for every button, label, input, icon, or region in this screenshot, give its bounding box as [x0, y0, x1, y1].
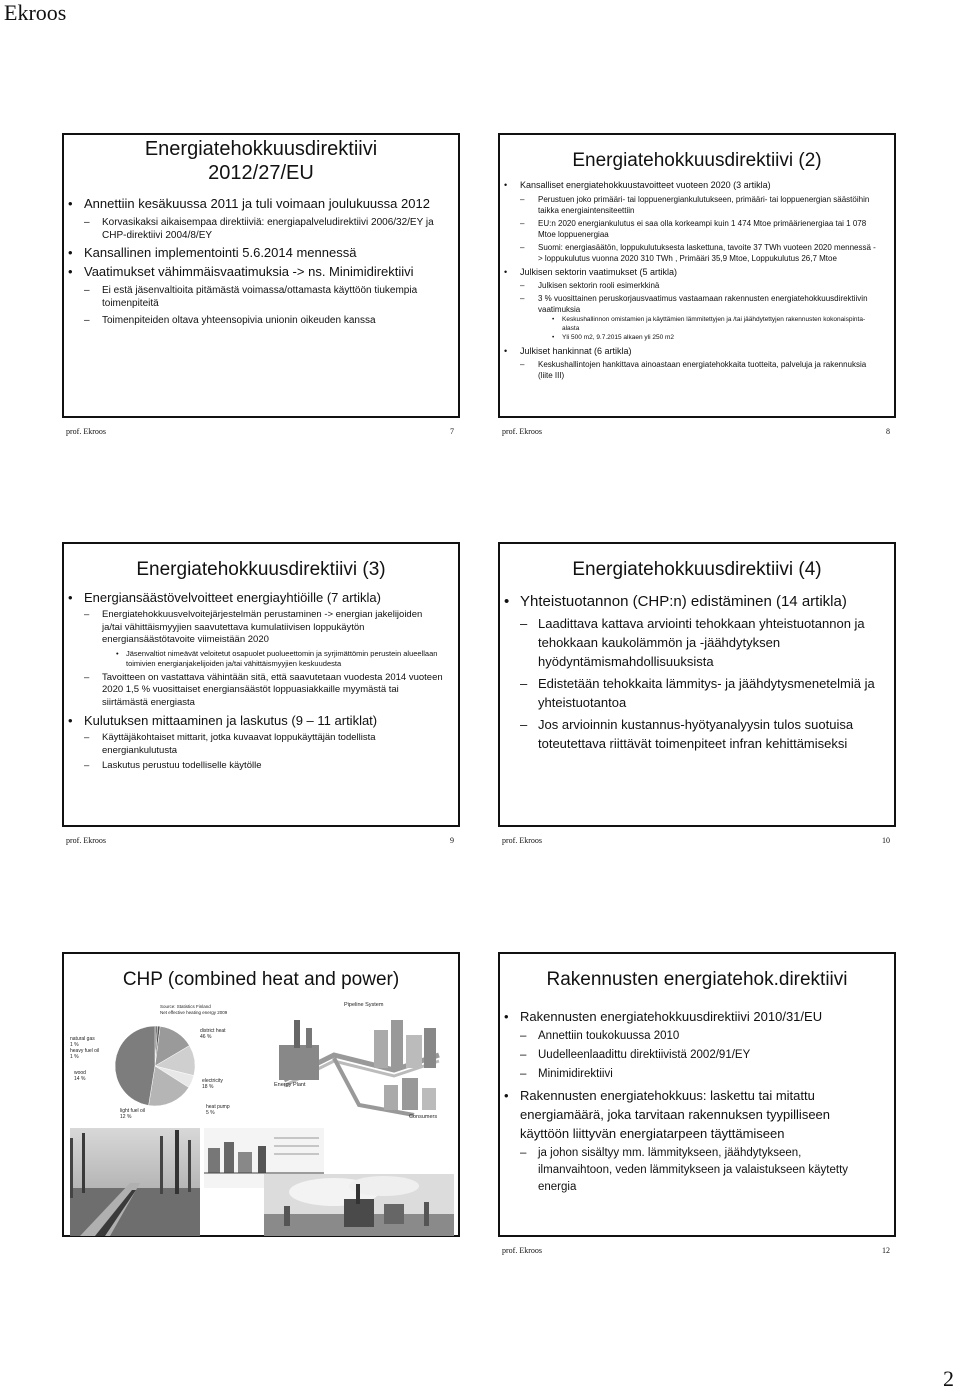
bullet-item: • Kansalliset energiatehokkuustavoitteet vuoteen 2020 (3 artikla) — [500, 180, 880, 192]
sub-sub-bullet-item: • Jäsenvaltiot nimeävät veloitetut osapuolet puolueettomin ja syrjimättömin perustein alueellaan toimivien energianjakelijoiden ja/tai vähittäismyyjien keskuudesta — [64, 649, 444, 669]
slide-8 — [498, 133, 896, 436]
slide-footer-author: prof. Ekroos — [66, 836, 106, 845]
pie-label: heat pump 5 % — [206, 1104, 230, 1116]
slide-9 — [62, 542, 460, 845]
slide-title: Energiatehokkuusdirektiivi (4) — [572, 559, 822, 580]
sub-bullet-item: – 3 % vuosittainen peruskorjausvaatimus vastaamaan rakennusten energiatehokkuusdirektiivin vaatimuksia — [500, 293, 880, 315]
pie-source: Source: Statistics Finland — [160, 1004, 211, 1009]
slide-footer-author: prof. Ekroos — [502, 1246, 542, 1255]
slide-number: 7 — [450, 427, 454, 436]
pipeline-label: Pipeline System — [344, 1002, 384, 1008]
slide-number: 9 — [450, 836, 454, 845]
sub-bullet-item: – Laadittava kattava arviointi tehokkaan yhteistuotannon ja tehokkaan kaukolämmön ja -jäähdytyksen hyödyntämismahdollisuuksista — [500, 614, 884, 671]
bullet-list — [500, 588, 894, 753]
pie-label: wood 14 % — [74, 1070, 86, 1082]
sub-bullet-item: – Keskushallintojen hankittava ainoastaan energiatehokkaita tuotteita, palveluja ja rakennuksia (liite III) — [500, 359, 880, 381]
sub-bullet-item: – ja johon sisältyy mm. lämmitykseen, jäähdytykseen, ilmanvaihtoon, veden lämmitykseen ja valaistukseen käytetty energia — [500, 1145, 878, 1196]
sub-bullet-item: – Ei estä jäsenvaltioita pitämästä voimassa/ottamasta käyttöön tiukempia toimenpiteitä — [64, 284, 448, 310]
page-title: Ekroos — [4, 0, 67, 25]
pie-chart — [70, 1004, 260, 1124]
pie-label: heavy fuel oil 1 % — [70, 1048, 100, 1060]
slide-title: Energiatehokkuusdirektiivi (3) — [136, 559, 386, 580]
pie-label: electricity 18 % — [202, 1078, 223, 1090]
sub-bullet-item: – Uudelleenlaadittu direktiivistä 2002/91/EY — [500, 1047, 878, 1064]
pie-slice — [115, 1026, 155, 1105]
forest-pipeline-photo — [70, 1128, 200, 1236]
sub-bullet-item: – Julkisen sektorin rooli esimerkkinä — [500, 280, 880, 291]
sub-bullet-item: – Jos arvioinnin kustannus-hyötyanalyysin tulos suotuisa toteutettava riittävät toimenpiteet infran kehittämiseksi — [500, 715, 884, 753]
bullet-item: • Rakennusten energiatehokkuusdirektiivi 2010/31/EU — [500, 1007, 878, 1026]
pie-label: light fuel oil 12 % — [120, 1108, 146, 1120]
sub-bullet-item: – Energiatehokkuusvelvoitejärjestelmän perustaminen -> energian jakelijoiden ja/tai vähittäismyyjien saavutettava kumulatiivisen loppukäytön energiansäästötavoite viimeistään 2020 — [64, 609, 444, 647]
slide-11 — [62, 952, 460, 1237]
sub-bullet-item: – EU:n 2020 energiankulutus ei saa olla korkeampi kuin 1 474 Mtoe primäärienergiaa tai 1 078 Mtoe loppuenergiaa — [500, 218, 880, 240]
pie-label: district heat 46 % — [200, 1028, 226, 1040]
bullet-item: • Julkisen sektorin vaatimukset (5 artikla) — [500, 267, 880, 279]
sub-sub-bullet-item: • Keskushallinnon omistamien ja käyttämien lämmitettyjen ja /tai jäähdytettyjen rakennusten kokonaispinta-alasta — [500, 316, 880, 333]
pie-label: natural gas 1 % — [70, 1036, 95, 1048]
bullet-list — [500, 177, 894, 381]
slide-number: 8 — [886, 427, 890, 436]
district-heating-illustration — [264, 1000, 454, 1125]
power-plant-photo — [264, 1174, 454, 1236]
energy-plant-label: Energy Plant — [274, 1082, 306, 1088]
sub-bullet-item: – Annettiin toukokuussa 2010 — [500, 1028, 878, 1045]
sub-bullet-item: – Perustuen joko primääri- tai loppuenergiankulutukseen, primääri- tai loppuenergian säästöihin taikka energiaintensiteettiin — [500, 194, 880, 216]
slide-12 — [498, 952, 896, 1255]
slide-footer-author: prof. Ekroos — [502, 427, 542, 436]
slide-number: 12 — [882, 1246, 890, 1255]
sub-sub-bullet-item: • Yli 500 m2, 9.7.2015 alkaen yli 250 m2 — [500, 334, 880, 343]
slide-footer-author: prof. Ekroos — [66, 427, 106, 436]
bullet-item: • Annettiin kesäkuussa 2011 ja tuli voimaan joulukuussa 2012 — [64, 196, 448, 212]
sub-bullet-item: – Laskutus perustuu todelliselle käytölle — [64, 760, 444, 773]
slide-title: Rakennusten energiatehok.direktiivi — [546, 969, 848, 990]
page-number: 2 — [943, 1366, 954, 1391]
consumers-label: Consumers — [409, 1114, 438, 1120]
sub-bullet-item: – Käyttäjäkohtaiset mittarit, jotka kuvaavat loppukäyttäjän todellista energiankulutusta — [64, 732, 444, 757]
slide-footer-author: prof. Ekroos — [502, 836, 542, 845]
bullet-item: • Julkiset hankinnat (6 artikla) — [500, 346, 880, 358]
bullet-item: • Yhteistuotannon (CHP:n) edistäminen (14 artikla) — [500, 592, 884, 611]
bullet-item: • Kulutuksen mittaaminen ja laskutus (9 – 11 artiklat) — [64, 712, 444, 729]
district-heating-diagram — [264, 1000, 454, 1125]
sub-bullet-item: – Tavoitteen on vastattava vähintään sitä, että saavutetaan vuodesta 2014 vuoteen 2020 1,5 % vuosittaiset energiansäästöt loppuasiakkaille myymästä tai siirtämästä energiasta — [64, 672, 444, 710]
sub-bullet-item: – Edistetään tehokkaita lämmitys- ja jäähdytysmenetelmiä ja yhteistuotantoa — [500, 674, 884, 712]
sub-bullet-item: – Minimidirektiivi — [500, 1066, 878, 1083]
bullet-list — [64, 193, 458, 327]
slide-number: 10 — [882, 836, 890, 845]
sub-bullet-item: – Toimenpiteiden oltava yhteensopivia unionin oikeuden kanssa — [64, 314, 448, 327]
sub-bullet-item: – Korvasikaksi aikaisempaa direktiiviä: energiapalveludirektiivi 2006/32/EY ja CHP-direktiivi 2004/8/EY — [64, 216, 448, 242]
slide-title: Energiatehokkuusdirektiivi 2012/27/EU — [144, 138, 378, 184]
bullet-item: • Kansallinen implementointi 5.6.2014 mennessä — [64, 245, 448, 261]
pie-subtitle: Net effective heating energy 2009 — [160, 1010, 228, 1015]
bullet-item: • Vaatimukset vähimmäisvaatimuksia -> ns. Minimidirektiivi — [64, 264, 448, 280]
bullet-item: • Energiansäästövelvoitteet energiayhtiöille (7 artikla) — [64, 589, 444, 606]
slide-7 — [62, 133, 460, 436]
bullet-list — [64, 586, 458, 773]
slide-10 — [498, 542, 896, 845]
sub-bullet-item: – Suomi: energiasäätön, loppukulutuksesta laskettuna, tavoite 37 TWh vuoteen 2020 mennessä -> loppukulutus vuonna 2020 310 TWh , Primääri 35,9 Mtoe, Loppukulutus 26,7 Mtoe — [500, 242, 880, 264]
heating-energy-pie-figure — [70, 1004, 260, 1124]
bullet-item: • Rakennusten energiatehokkuus: laskettu tai mitattu energiamäärä, joka tarvitaan rakennuksen tyypilliseen käyttöön liittyvän energiatarpeen täyttämiseen — [500, 1086, 878, 1143]
bullet-list — [500, 1004, 894, 1196]
slide-title: CHP (combined heat and power) — [122, 969, 400, 990]
slide-title: Energiatehokkuusdirektiivi (2) — [572, 150, 822, 171]
